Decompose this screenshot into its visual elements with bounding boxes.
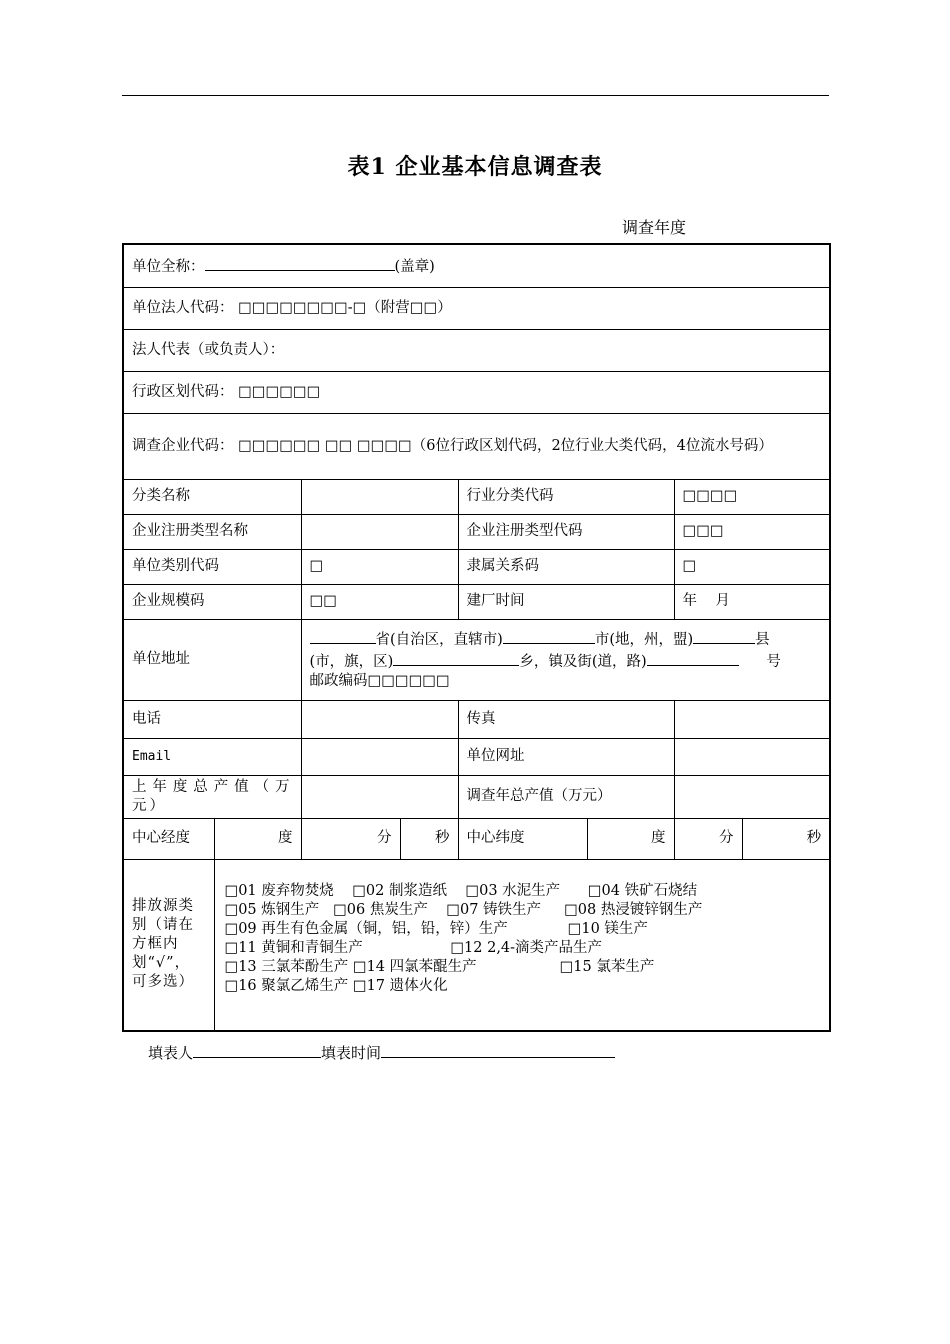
reg-type-code-label: 企业注册类型代码 [458,514,674,549]
phone-field[interactable] [301,700,458,738]
longitude-min[interactable]: 分 [301,818,400,859]
county-suffix-text: (市，旗，区) [309,654,394,670]
affiliation-label: 隶属关系码 [458,549,674,584]
unit-type-field[interactable]: □ [301,549,458,584]
scale-field[interactable]: □□ [301,584,458,619]
unit-name-label: 单位全称： [132,258,205,275]
longitude-deg[interactable]: 度 [214,818,301,859]
longitude-sec[interactable]: 秒 [400,818,458,859]
address-field[interactable] [301,619,830,700]
affiliation-field[interactable]: □ [674,549,830,584]
unit-type-label: 单位类别代码 [123,549,301,584]
longitude-label: 中心经度 [123,818,214,859]
fill-time-field[interactable] [381,1042,615,1058]
latitude-min[interactable]: 分 [674,818,742,859]
city-text: 市(地，州，盟) [594,632,694,648]
survey-year-label: 调查年度 [622,218,687,237]
email-label: Email [123,738,301,775]
town-blank[interactable] [393,650,519,666]
county-blank[interactable] [693,628,755,644]
fax-label: 传真 [458,700,674,738]
category-name-label: 分类名称 [123,479,301,514]
latitude-label: 中心纬度 [458,818,587,859]
page-title: 表1 企业基本信息调查表 [347,154,603,180]
legal-code-row[interactable]: 单位法人代码： □□□□□□□□-□（附营□□） [123,287,830,329]
emission-options-line[interactable]: □05 炼钢生产 □06 焦炭生产 □07 铸铁生产 □08 热浸镀锌钢生产 [224,901,703,918]
industry-code-label: 行业分类代码 [458,479,674,514]
founded-field[interactable]: 年 月 [674,584,830,619]
survey-year-output-label: 调查年总产值（万元） [458,775,674,818]
region-code-row[interactable]: 行政区划代码： □□□□□□ [123,371,830,413]
latitude-deg[interactable]: 度 [587,818,674,859]
emission-options-line[interactable]: □11 黄铜和青铜生产 □12 2,4-滴类产品生产 [224,939,603,956]
emission-options-line[interactable]: □09 再生有色金属（铜，铝，铅，锌）生产 □10 镁生产 [224,920,648,937]
website-field[interactable] [674,738,830,775]
phone-label: 电话 [123,700,301,738]
scale-label: 企业规模码 [123,584,301,619]
unit-name-field[interactable] [205,255,395,271]
email-field[interactable] [301,738,458,775]
county-text: 县 [755,632,770,648]
reg-type-name-field[interactable] [301,514,458,549]
emission-source-label: 排放源类别（请在方框内划“√”，可多选） [123,859,214,1031]
province-blank[interactable] [310,628,376,644]
province-text: 省(自治区，直辖市) [375,632,503,648]
unit-name-row[interactable] [123,244,830,287]
last-year-output-field[interactable] [301,775,458,818]
top-rule [122,95,829,96]
fax-field[interactable] [674,700,830,738]
form-footer [148,1042,615,1063]
survey-code-row[interactable]: 调查企业代码： □□□□□□ □□ □□□□（6位行政区划代码，2位行业大类代码，4位流水号码） [123,413,830,479]
postcode-text: 邮政编码□□□□□□ [309,673,450,689]
seal-note: (盖章) [394,258,435,275]
latitude-sec[interactable]: 秒 [742,818,830,859]
town-text: 乡，镇及街(道，路) [519,654,647,670]
street-blank[interactable] [647,650,739,666]
founded-label: 建厂时间 [458,584,674,619]
fill-time-label: 填表时间 [321,1044,382,1062]
industry-code-field[interactable]: □□□□ [674,479,830,514]
address-label: 单位地址 [123,619,301,700]
number-text: 号 [766,654,781,670]
category-name-field[interactable] [301,479,458,514]
emission-options-line[interactable]: □16 聚氯乙烯生产 □17 遗体火化 [224,977,448,994]
reg-type-code-field[interactable]: □□□ [674,514,830,549]
emission-source-options[interactable] [214,859,830,1031]
reg-type-name-label: 企业注册类型名称 [123,514,301,549]
last-year-output-label: 上年度总产值（万元） [123,775,301,818]
legal-rep-row[interactable]: 法人代表（或负责人）： [123,329,830,371]
emission-options-line[interactable]: □13 三氯苯酚生产 □14 四氯苯醌生产 □15 氯苯生产 [224,958,655,975]
emission-options-line[interactable]: □01 废弃物焚烧 □02 制浆造纸 □03 水泥生产 □04 铁矿石烧结 [224,882,698,899]
website-label: 单位网址 [458,738,674,775]
survey-year-output-field[interactable] [674,775,830,818]
city-blank[interactable] [503,628,595,644]
enterprise-info-form [122,243,831,1032]
filler-field[interactable] [193,1042,321,1058]
filler-label: 填表人 [148,1044,194,1062]
